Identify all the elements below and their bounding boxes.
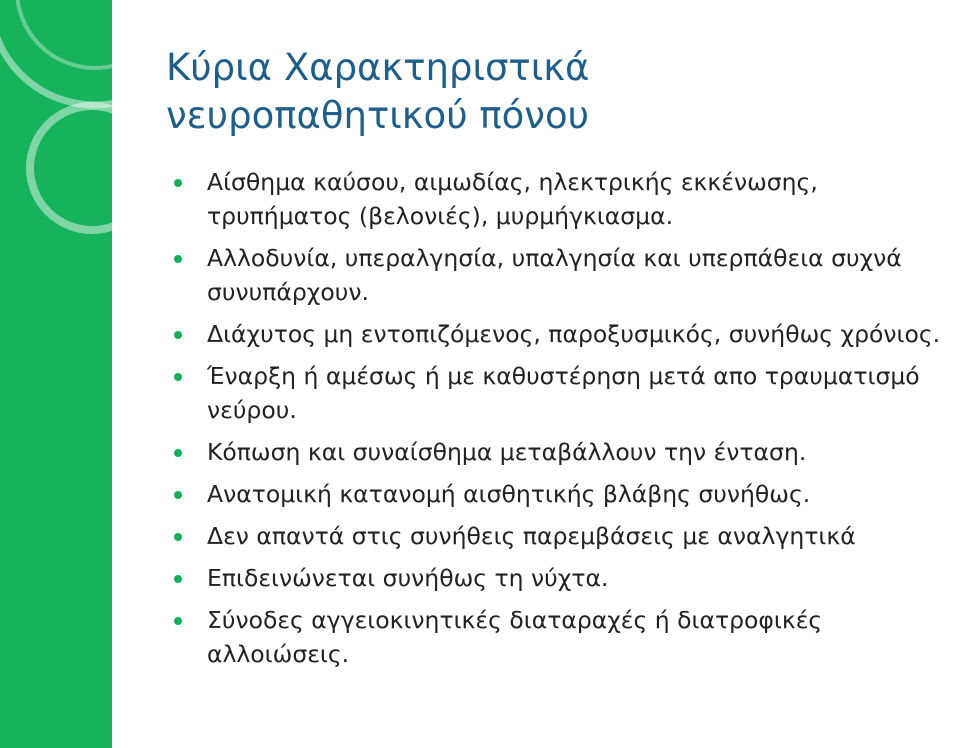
bullet-item bbox=[166, 477, 956, 511]
bullet-dot-icon bbox=[174, 331, 182, 339]
bullet-item bbox=[166, 165, 956, 233]
bullet-text: Κόπωση και συναίσθημα μεταβάλλουν την ένταση. bbox=[207, 438, 807, 466]
bullet-text: Ανατομική κατανομή αισθητικής βλάβης συνήθως. bbox=[207, 480, 811, 508]
decorative-circles bbox=[0, 0, 112, 748]
bullet-item bbox=[166, 435, 956, 469]
bullet-text: Επιδεινώνεται συνήθως τη νύχτα. bbox=[207, 564, 609, 592]
bullet-text: Σύνοδες αγγειοκινητικές διαταραχές ή διατροφικές αλλοιώσεις. bbox=[207, 606, 823, 668]
deco-circle-large bbox=[0, 0, 112, 105]
title-line-1: Κύρια Χαρακτηριστικά bbox=[166, 46, 590, 89]
bullet-dot-icon bbox=[174, 373, 182, 381]
deco-circle-small bbox=[30, 106, 112, 230]
bullet-dot-icon bbox=[174, 491, 182, 499]
bullet-dot-icon bbox=[174, 179, 182, 187]
bullet-item bbox=[166, 561, 956, 595]
bullet-dot-icon bbox=[174, 533, 182, 541]
bullet-text: Έναρξη ή αμέσως ή με καθυστέρηση μετά απο τραυματισμό νεύρου. bbox=[207, 362, 920, 424]
bullet-list bbox=[166, 165, 956, 671]
bullet-item bbox=[166, 317, 956, 351]
bullet-item bbox=[166, 603, 956, 671]
bullet-item bbox=[166, 241, 956, 309]
side-band bbox=[0, 0, 112, 748]
slide-title bbox=[166, 44, 906, 140]
bullet-item bbox=[166, 519, 956, 553]
bullet-text: Αλλοδυνία, υπεραλγησία, υπαλγησία και υπερπάθεια συχνά συνυπάρχουν. bbox=[207, 244, 902, 306]
bullet-text: Δεν απαντά στις συνήθεις παρεμβάσεις με αναλγητικά bbox=[207, 522, 856, 550]
bullet-item bbox=[166, 359, 956, 427]
deco-circle-inner bbox=[17, 0, 112, 68]
bullet-text: Αίσθημα καύσου, αιμωδίας, ηλεκτρικής εκκένωσης, τρυπήματος (βελονιές), μυρμήγκιασμα. bbox=[207, 168, 818, 230]
bullet-dot-icon bbox=[174, 617, 182, 625]
title-line-2: νευροπαθητικού πόνου bbox=[166, 94, 589, 137]
bullet-dot-icon bbox=[174, 449, 182, 457]
bullet-text: Διάχυτος μη εντοπιζόμενος, παροξυσμικός, συνήθως χρόνιος. bbox=[207, 320, 941, 348]
bullet-dot-icon bbox=[174, 255, 182, 263]
bullet-dot-icon bbox=[174, 575, 182, 583]
